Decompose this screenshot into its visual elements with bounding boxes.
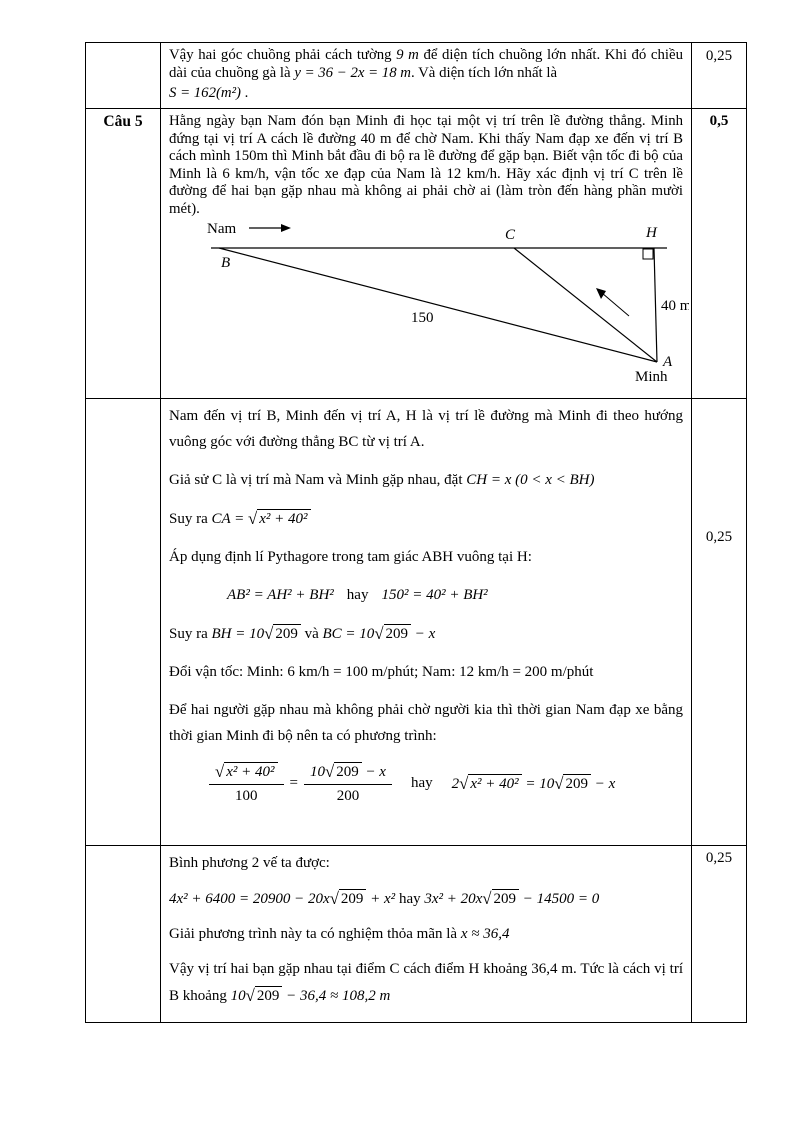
math-run: BC = 10 xyxy=(322,626,375,642)
sqrt-expression xyxy=(554,770,591,797)
radical-sign: √ xyxy=(245,986,255,1005)
figure-label-h: H xyxy=(646,225,657,241)
math-run: 10 xyxy=(230,988,246,1004)
text-run: Suy ra xyxy=(169,511,212,527)
nam-direction-arrowhead-icon xyxy=(281,224,291,232)
table-row xyxy=(86,399,747,846)
text-run: Giả sử C là vị trí mà Nam và Minh gặp nhau, đặt xyxy=(169,472,467,488)
sqrt-expression xyxy=(264,620,301,647)
radical-sign: √ xyxy=(374,624,384,643)
math-run: − x xyxy=(411,626,436,642)
points-cell xyxy=(692,109,747,399)
geometry-figure xyxy=(199,222,689,390)
walking-direction-arrowhead-icon xyxy=(596,288,606,299)
solution-paragraph xyxy=(169,620,683,647)
points-value: 0,25 xyxy=(705,529,733,545)
radical-sign: √ xyxy=(554,773,564,793)
fraction xyxy=(304,761,392,805)
content-cell xyxy=(161,43,692,109)
points-value: 0,25 xyxy=(705,48,733,64)
solution-paragraph xyxy=(169,921,683,947)
text-run: Suy ra xyxy=(169,626,212,642)
solution-paragraph xyxy=(169,505,683,532)
solution-paragraph: Áp dụng định lí Pythagore trong tam giác ABH vuông tại H: xyxy=(169,549,532,565)
figure-label-nam: Nam xyxy=(207,222,237,237)
paragraph xyxy=(169,85,683,103)
radical-sign: √ xyxy=(264,624,274,643)
figure-label-b: B xyxy=(221,255,231,271)
text-run: hay xyxy=(410,775,433,792)
text-run: Vậy hai góc chuồng phải cách tường xyxy=(169,47,397,63)
segment-ba xyxy=(219,248,657,362)
math-run: − x xyxy=(590,775,616,792)
math-run: − 14500 = 0 xyxy=(519,891,600,907)
math-run: + x² xyxy=(366,891,396,907)
equation-line xyxy=(169,885,683,912)
math-run: 9 m xyxy=(396,47,419,63)
math-run: BH = 10 xyxy=(211,626,265,642)
sqrt-expression xyxy=(459,770,522,797)
math-run: AB² = AH² + BH² xyxy=(227,587,334,603)
text-run: Giải phương trình này ta có nghiệm thỏa mãn là xyxy=(169,926,461,942)
points-value: 0,25 xyxy=(705,850,733,866)
radicand: 209 xyxy=(334,762,362,781)
paragraph xyxy=(169,47,683,82)
points-cell xyxy=(692,846,747,1023)
equals-sign: = xyxy=(289,775,298,792)
answer-table xyxy=(85,42,747,1023)
math-run: − 36,4 ≈ 108,2 m xyxy=(282,988,391,1004)
radicand: 209 xyxy=(339,889,367,908)
radicand: x² + 40² xyxy=(224,762,277,781)
math-run: − x xyxy=(361,764,386,780)
math-run: 3x² + 20x xyxy=(424,891,483,907)
sqrt-expression xyxy=(374,620,411,647)
fraction-denominator: 100 xyxy=(235,788,258,805)
question-label-cell xyxy=(86,109,161,399)
question-number: Câu 5 xyxy=(103,113,143,130)
math-run: 150² = 40² + BH² xyxy=(381,587,488,603)
solution-paragraph: Đổi vận tốc: Minh: 6 km/h = 100 m/phút; Nam: 12 km/h = 200 m/phút xyxy=(169,664,594,680)
radicand: 209 xyxy=(384,624,412,643)
solution-paragraph xyxy=(169,956,683,1009)
radicand: x² + 40² xyxy=(468,774,521,793)
sqrt-expression xyxy=(325,761,362,781)
math-run: CA = xyxy=(211,511,249,527)
table-row xyxy=(86,43,747,109)
points-cell xyxy=(692,399,747,846)
distance-150-label: 150 xyxy=(411,310,434,326)
radicand: 209 xyxy=(492,889,520,908)
fraction-numerator xyxy=(304,761,392,785)
math-run: 4x² + 6400 = 20900 − 20x xyxy=(169,891,330,907)
figure-label-c: C xyxy=(505,227,516,243)
radicand: 209 xyxy=(255,986,283,1005)
math-run: 10 xyxy=(309,764,325,780)
question-label-cell xyxy=(86,399,161,846)
question-label-cell xyxy=(86,43,161,109)
math-run: x ≈ 36,4 xyxy=(460,926,510,942)
radical-sign: √ xyxy=(482,889,492,908)
table-row xyxy=(86,846,747,1023)
solution-paragraph: Để hai người gặp nhau mà không phải chờ người kia thì thời gian Nam đạp xe bằng thời gian Minh đi bộ nên ta có phương trình: xyxy=(169,702,683,744)
text-run: . xyxy=(240,85,249,101)
problem-statement: Hằng ngày bạn Nam đón bạn Minh đi học tại một vị trí trên lề đường thẳng. Minh đứng tại vị trí A cách lề đường 40 m để chờ Nam. Khi thấy Nam đạp xe đến vị trí B cách mình 150m thì Minh bắt đầu đi bộ ra lề đường để gặp bạn. Biết vận tốc đi bộ của Minh là 6 km/h, vận tốc xe đạp của Nam là 12 km/h. Hãy xác định vị trí C trên lề đường để hai bạn gặp nhau mà không ai phải chờ ai (làm tròn đến hàng phần mười mét). xyxy=(169,113,683,217)
fraction xyxy=(209,761,284,805)
text-run: hay xyxy=(346,587,369,603)
equation-line xyxy=(227,582,683,608)
math-run: S = 162(m²) xyxy=(169,85,241,101)
walking-direction-arrow-line xyxy=(602,293,629,316)
text-run: . Và diện tích lớn nhất là xyxy=(410,64,558,81)
figure-label-minh: Minh xyxy=(635,369,668,384)
math-run: 2 xyxy=(451,775,460,792)
fraction-numerator xyxy=(209,761,284,785)
equation-rhs xyxy=(452,770,616,797)
right-angle-mark xyxy=(643,249,653,259)
content-cell xyxy=(161,109,692,399)
figure-svg xyxy=(199,222,689,384)
text-run: và xyxy=(300,626,323,642)
fraction-denominator: 200 xyxy=(336,788,360,805)
math-run: y = 36 − 2x = 18 m xyxy=(294,64,411,81)
solution-paragraph: Nam đến vị trí B, Minh đến vị trí A, H là vị trí lề đường mà Minh đi theo hướng vuông góc với đường thẳng BC từ vị trí A. xyxy=(169,408,683,450)
radical-sign: √ xyxy=(324,762,335,781)
solution-paragraph: Bình phương 2 vế ta được: xyxy=(169,855,330,871)
radicand: x² + 40² xyxy=(257,509,310,528)
text-run: hay xyxy=(395,891,425,907)
radical-sign: √ xyxy=(248,509,258,528)
table-row xyxy=(86,109,747,399)
solution-paragraph xyxy=(169,467,683,493)
question-label-cell xyxy=(86,846,161,1023)
points-cell xyxy=(692,43,747,109)
main-equation xyxy=(209,761,683,805)
radicand: 209 xyxy=(563,774,591,793)
radical-sign: √ xyxy=(459,773,469,793)
text-run: Vậy vị trí hai bạn gặp nhau tại điểm C cách điểm H khoảng 36,4 m. Tức là cách vị trí B khoảng xyxy=(169,961,683,1004)
figure-label-a: A xyxy=(663,354,673,370)
math-run: CH = x (0 < x < BH) xyxy=(466,472,595,488)
distance-40m-label: 40 m xyxy=(661,298,689,314)
sqrt-expression xyxy=(246,982,283,1009)
math-run: = 10 xyxy=(521,775,555,792)
segment-ca xyxy=(514,248,657,362)
sqrt-expression xyxy=(248,505,311,532)
content-cell xyxy=(161,846,692,1023)
radical-sign: √ xyxy=(215,762,225,781)
sqrt-expression xyxy=(215,761,278,781)
radical-sign: √ xyxy=(329,889,339,908)
points-value: 0,5 xyxy=(709,113,729,129)
segment-ha xyxy=(654,248,657,362)
sqrt-expression xyxy=(330,885,367,912)
radicand: 209 xyxy=(273,624,301,643)
text-run: để diện tích chuồng lớn nhất. Khi đó chiều dài của chuồng gà là xyxy=(169,47,683,81)
content-cell xyxy=(161,399,692,846)
sqrt-expression xyxy=(482,885,519,912)
